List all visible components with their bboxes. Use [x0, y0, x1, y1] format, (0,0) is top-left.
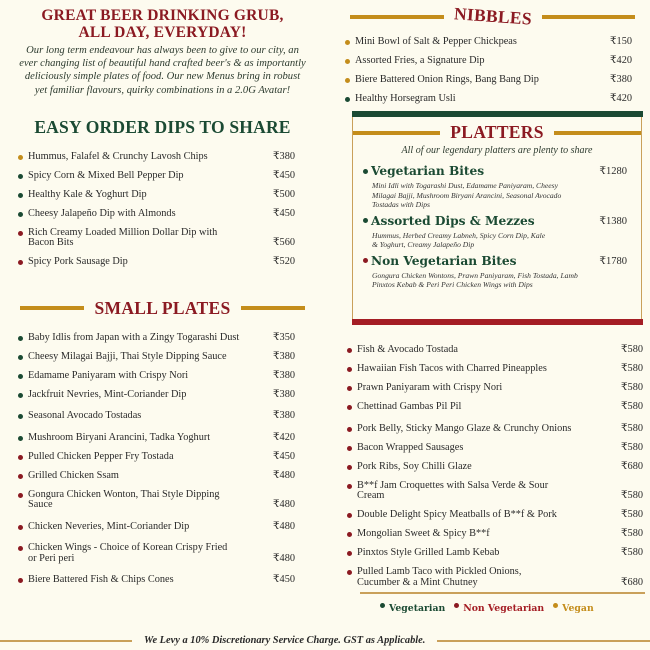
- nonveg-dot-icon: [347, 427, 352, 432]
- platters-header: [353, 122, 641, 143]
- right-column: [335, 0, 650, 650]
- nibbles-list: [345, 37, 632, 105]
- item-name: Chicken Neveries, Mint-Coriander Dip: [28, 520, 190, 532]
- veg-dot-icon: [18, 355, 23, 360]
- nonveg-dot-icon: [347, 570, 352, 575]
- veg-dot-icon: [18, 193, 23, 198]
- nonveg-dot-icon: [347, 484, 352, 489]
- menu-item: [18, 171, 307, 182]
- nonveg-dot-icon: [363, 258, 368, 263]
- footer-rule-left: [0, 640, 132, 642]
- menu-item: [347, 383, 643, 394]
- nibbles-header: [350, 3, 635, 29]
- menu-item: [347, 402, 643, 413]
- item-price: ₹580: [621, 441, 643, 453]
- item-price: ₹560: [273, 237, 295, 249]
- platter-item: [363, 254, 641, 290]
- menu-item: [18, 152, 307, 163]
- dips-section-title: EASY ORDER DIPS TO SHARE: [34, 116, 291, 137]
- menu-item: [18, 490, 307, 511]
- item-price: ₹450: [273, 574, 295, 586]
- platters-box: [352, 111, 642, 325]
- veg-dot-icon: [363, 218, 368, 223]
- item-name: Bacon Wrapped Sausages: [357, 441, 464, 453]
- item-price: ₹450: [273, 169, 295, 181]
- menu-item: [347, 424, 643, 435]
- item-price: ₹420: [610, 93, 632, 104]
- veg-dot-icon: [380, 603, 385, 608]
- item-name: Fish & Avocado Tostada: [357, 344, 459, 355]
- item-name: Spicy Corn & Mixed Bell Pepper Dip: [28, 169, 184, 181]
- item-name: Hummus, Falafel & Crunchy Lavosh Chips: [28, 150, 208, 162]
- nonveg-dot-icon: [18, 525, 23, 530]
- menu-item: [345, 56, 632, 67]
- menu-item: [18, 371, 307, 382]
- menu-item: [18, 471, 307, 482]
- item-price: ₹480: [273, 469, 295, 481]
- item-name: Grilled Chicken Ssam: [28, 469, 119, 481]
- item-name: Pulled Chicken Pepper Fry Tostada: [28, 450, 174, 462]
- intro-paragraph: Our long term endeavour has always been to give to our city, an ever changing list of beautiful hand crafted beer's & as importantly deliciously simple plates of food. Our new Menus bring in robust yet familiar flavours, quirky combinations in a 2.0G Avatar!: [19, 45, 306, 96]
- item-price: ₹350: [273, 331, 295, 343]
- item-name: Cheesy Jalapeño Dip with Almonds: [28, 207, 176, 219]
- vegan-dot-icon: [18, 155, 23, 160]
- small-plates-title: SMALL PLATES: [94, 297, 231, 318]
- legend-veg-label: Vegetarian: [389, 603, 446, 614]
- veg-dot-icon: [18, 174, 23, 179]
- vegan-dot-icon: [345, 59, 350, 64]
- platter-price: ₹1780: [599, 255, 627, 267]
- item-name: Hawaiian Fish Tacos with Charred Pineapples: [357, 363, 547, 374]
- item-name: Jackfruit Nevries, Mint-Coriander Dip: [28, 388, 187, 400]
- item-price: ₹680: [621, 576, 643, 588]
- item-name: Seasonal Avocado Tostadas: [28, 410, 142, 422]
- item-price: ₹380: [273, 410, 295, 422]
- item-price: ₹380: [610, 74, 632, 85]
- diet-legend: [380, 603, 603, 614]
- item-name: Pinxtos Style Grilled Lamb Kebab: [357, 547, 500, 558]
- footer-rule-right: [437, 640, 650, 642]
- nonveg-dot-icon: [18, 474, 23, 479]
- item-name: B**f Jam Croquettes with Salsa Verde & Sour Cream: [357, 479, 549, 501]
- menu-item: [347, 443, 643, 454]
- item-name: Gongura Chicken Wonton, Thai Style Dipping Sauce: [28, 488, 220, 511]
- headline-line-1: GREAT BEER DRINKING GRUB,: [41, 7, 284, 24]
- nibbles-title: NIBBLES: [452, 3, 533, 29]
- item-price: ₹380: [273, 388, 295, 400]
- item-price: ₹480: [273, 552, 295, 564]
- item-name: Prawn Paniyaram with Crispy Nori: [357, 382, 503, 393]
- veg-dot-icon: [18, 393, 23, 398]
- legend-nonveg-label: Non Vegetarian: [463, 603, 545, 614]
- platter-name: Assorted Dips & Mezzes: [371, 213, 535, 228]
- menu-item: [347, 345, 643, 356]
- nonveg-dot-icon: [347, 532, 352, 537]
- veg-dot-icon: [18, 374, 23, 379]
- menu-item: [18, 452, 307, 463]
- item-name: Baby Idlis from Japan with a Zingy Togarashi Dust: [28, 331, 240, 343]
- item-name: Biere Battered Fish & Chips Cones: [28, 574, 174, 586]
- menu-item: [345, 75, 632, 86]
- nonveg-dot-icon: [18, 546, 23, 551]
- divider-rule: [353, 131, 440, 135]
- item-name: Mongolian Sweet & Spicy B**f: [357, 528, 490, 539]
- item-price: ₹580: [621, 382, 643, 393]
- nonveg-dot-icon: [18, 493, 23, 498]
- nonveg-dot-icon: [18, 260, 23, 265]
- menu-item: [18, 433, 307, 444]
- item-price: ₹680: [621, 460, 643, 472]
- item-price: ₹580: [621, 363, 643, 374]
- left-column: [0, 0, 325, 594]
- platter-description: Gongura Chicken Wontons, Prawn Paniyaram, Fish Tostada, Lamb Pinxtos Kebab & Peri Peri Chicken Wings with Dips: [372, 270, 578, 289]
- vegan-dot-icon: [345, 78, 350, 83]
- menu-item: [347, 462, 643, 473]
- platter-name: Vegetarian Bites: [371, 164, 485, 178]
- item-name: Healthy Horsegram Usli: [355, 93, 456, 104]
- legend-vegan-label: Vegan: [562, 603, 594, 614]
- vegan-dot-icon: [553, 603, 558, 608]
- item-price: ₹380: [273, 350, 295, 362]
- small-plates-list: [18, 333, 307, 586]
- veg-dot-icon: [18, 414, 23, 419]
- menu-item: [347, 567, 643, 588]
- item-name: Pork Ribs, Soy Chilli Glaze: [357, 460, 472, 472]
- menu-item: [18, 209, 307, 220]
- service-charge-note: We Levy a 10% Discretionary Service Charge. GST as Applicable.: [144, 635, 426, 646]
- divider-rule: [350, 15, 444, 19]
- item-name: Mushroom Biryani Arancini, Tadka Yoghurt: [28, 431, 211, 443]
- item-price: ₹480: [273, 520, 295, 532]
- item-name: Double Delight Spicy Meatballs of B**f & Pork: [357, 509, 557, 520]
- nonveg-dot-icon: [347, 513, 352, 518]
- nonveg-dot-icon: [18, 231, 23, 236]
- menu-item: [347, 481, 643, 502]
- item-price: ₹380: [273, 369, 295, 381]
- nonveg-dot-icon: [347, 405, 352, 410]
- platters-title: PLATTERS: [450, 122, 544, 142]
- item-price: ₹580: [621, 547, 643, 558]
- menu-item: [18, 543, 307, 564]
- nonveg-dot-icon: [347, 446, 352, 451]
- menu-item: [347, 529, 643, 540]
- platter-name: Non Vegetarian Bites: [371, 253, 517, 268]
- item-name: Healthy Kale & Yoghurt Dip: [28, 188, 147, 200]
- menu-item: [18, 575, 307, 586]
- item-name: Chettinad Gambas Pil Pil: [357, 401, 462, 412]
- nonveg-dot-icon: [18, 455, 23, 460]
- item-price: ₹420: [610, 55, 632, 66]
- veg-dot-icon: [18, 436, 23, 441]
- menu-item: [18, 190, 307, 201]
- item-price: ₹520: [273, 256, 295, 268]
- item-name: Mini Bowl of Salt & Pepper Chickpeas: [355, 36, 517, 47]
- veg-dot-icon: [363, 169, 368, 174]
- item-price: ₹500: [273, 188, 295, 200]
- nonveg-dot-icon: [347, 386, 352, 391]
- item-name: Pulled Lamb Taco with Pickled Onions, Cucumber & a Mint Chutney: [357, 566, 522, 588]
- divider-rule: [554, 131, 641, 135]
- item-price: ₹420: [273, 431, 295, 443]
- item-price: ₹580: [621, 490, 643, 501]
- vegan-dot-icon: [345, 40, 350, 45]
- footer: [0, 635, 650, 646]
- menu-item: [18, 228, 307, 249]
- item-price: ₹450: [273, 450, 295, 462]
- mains-list: [347, 345, 643, 597]
- platter-description: Mini Idli with Togarashi Dust, Edamame Paniyaram, Cheesy Milagai Bajji, Mushroom Biryani Arancini, Seasonal Avocado Tostadas with Dips: [372, 181, 562, 209]
- item-name: Edamame Paniyaram with Crispy Nori: [28, 369, 189, 381]
- small-plates-header: [20, 298, 305, 319]
- platters-subtitle: All of our legendary platters are plenty to share: [401, 145, 593, 156]
- divider-rule: [20, 306, 84, 310]
- menu-item: [18, 352, 307, 363]
- item-name: Pork Belly, Sticky Mango Glaze & Crunchy Onions: [357, 422, 572, 434]
- menu-item: [18, 333, 307, 344]
- menu-item: [18, 390, 307, 401]
- platter-price: ₹1380: [599, 215, 627, 227]
- veg-dot-icon: [345, 97, 350, 102]
- platter-item: [363, 164, 641, 210]
- platter-item: [363, 214, 641, 250]
- menu-item: [18, 257, 307, 268]
- item-name: Rich Creamy Loaded Million Dollar Dip with Bacon Bits: [28, 226, 218, 249]
- headline-line-2: ALL DAY, EVERYDAY!: [78, 24, 247, 41]
- item-price: ₹580: [621, 344, 643, 355]
- nonveg-dot-icon: [347, 465, 352, 470]
- item-price: ₹580: [621, 401, 643, 412]
- item-name: Chicken Wings - Choice of Korean Crispy Fried or Peri peri: [28, 542, 228, 564]
- veg-dot-icon: [18, 336, 23, 341]
- item-name: Assorted Fries, a Signature Dip: [355, 55, 485, 66]
- divider-rule: [542, 15, 636, 19]
- item-name: Spicy Pork Sausage Dip: [28, 256, 128, 268]
- divider-rule: [241, 306, 305, 310]
- item-price: ₹480: [273, 499, 295, 511]
- menu-item: [18, 411, 307, 422]
- veg-dot-icon: [18, 212, 23, 217]
- menu-item: [345, 37, 632, 48]
- item-price: ₹450: [273, 207, 295, 219]
- item-price: ₹580: [621, 509, 643, 520]
- menu-item: [347, 548, 643, 559]
- item-price: ₹580: [621, 528, 643, 539]
- item-name: Biere Battered Onion Rings, Bang Bang Dip: [355, 74, 539, 85]
- menu-item: [347, 364, 643, 375]
- platters-top-band: [352, 111, 643, 117]
- menu-item: [345, 94, 632, 105]
- nonveg-dot-icon: [18, 578, 23, 583]
- nonveg-dot-icon: [347, 367, 352, 372]
- nonveg-dot-icon: [347, 348, 352, 353]
- platters-bottom-band: [352, 319, 643, 325]
- item-price: ₹150: [610, 36, 632, 47]
- menu-item: [18, 522, 307, 533]
- legend-divider: [360, 592, 645, 594]
- headline: [0, 7, 325, 41]
- nonveg-dot-icon: [347, 551, 352, 556]
- menu-item: [347, 510, 643, 521]
- item-name: Cheesy Milagai Bajji, Thai Style Dipping Sauce: [28, 350, 227, 362]
- item-price: ₹580: [621, 422, 643, 434]
- nonveg-dot-icon: [454, 603, 459, 608]
- platter-description: Hummus, Herbed Creamy Labneh, Spicy Corn Dip, Kale & Yoghurt, Creamy Jalapeño Dip: [372, 230, 546, 249]
- dips-list: [18, 152, 307, 268]
- platter-price: ₹1280: [599, 166, 627, 177]
- item-price: ₹380: [273, 150, 295, 162]
